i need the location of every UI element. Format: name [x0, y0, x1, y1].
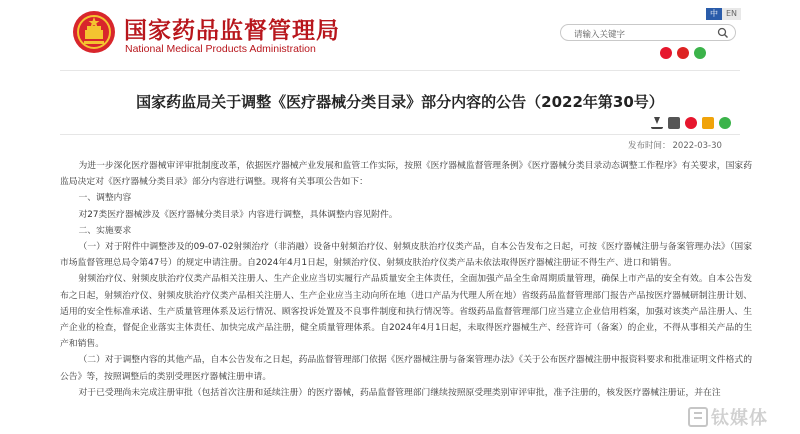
site-header	[0, 0, 800, 72]
article-tools	[651, 117, 731, 129]
site-subtitle: National Medical Products Administration	[125, 43, 316, 55]
section-heading: 二、实施要求	[78, 225, 132, 236]
paragraph-intro: 为进一步深化医疗器械审评审批制度改革，依据医疗器械产业发展和监管工作实际，按照《医疗器械监督管理条例》《医疗器械分类目录动态调整工作程序》有关要求，国家药监局决定对《医疗器械分类目录》部分内容进行调整。现将有关事项公告如下：	[60, 161, 752, 188]
search-input[interactable]	[560, 24, 736, 41]
paragraph: （一）对于附件中调整涉及的09-07-02射频治疗（非消融）设备中射频治疗仪、射频皮肤治疗仪类产品，自本公告发布之日起，可按《医疗器械注册与备案管理办法》（国家市场监督管理总局令第47号）的规定申请注册。自2024年4月1日起，射频治疗仪、射频皮肤治疗仪类产品未依法取得医疗器械注册证不得生产、进口和销售。	[60, 242, 752, 269]
site-title[interactable]: 国家药品监督管理局	[124, 18, 340, 44]
article-divider	[60, 134, 740, 135]
search-placeholder: 请输入关键字	[574, 30, 626, 40]
publish-time-value: 2022-03-30	[672, 141, 722, 151]
national-emblem-icon[interactable]	[72, 10, 116, 54]
paragraph: （二）对于调整内容的其他产品，自本公告发布之日起，药品监督管理部门依据《医疗器械注册与备案管理办法》《关于公布医疗器械注册申报资料要求和批准证明文件格式的公告》等，按照调整后的类别受理医疗器械注册申请。	[60, 355, 752, 382]
paragraph: 对27类医疗器械涉及《医疗器械分类目录》内容进行调整，具体调整内容见附件。	[78, 209, 398, 220]
wechat-icon[interactable]	[694, 47, 706, 59]
social-links	[660, 47, 706, 59]
wechat-share-icon[interactable]	[719, 117, 731, 129]
publish-time	[626, 139, 722, 151]
favorite-icon[interactable]	[702, 117, 714, 129]
download-icon[interactable]	[651, 117, 663, 129]
header-divider	[60, 70, 740, 71]
weibo-icon[interactable]	[660, 47, 672, 59]
search-icon[interactable]	[717, 27, 729, 39]
section-heading: 一、调整内容	[78, 193, 132, 204]
tmtpost-logo-icon	[688, 407, 708, 427]
article-body	[60, 158, 752, 401]
lang-en-button[interactable]: EN	[722, 8, 741, 20]
lang-zh-button[interactable]: 中	[706, 8, 722, 20]
publish-time-label: 发布时间：	[628, 141, 671, 151]
weibo-share-icon[interactable]	[685, 117, 697, 129]
watermark	[688, 404, 768, 430]
article-title: 国家药监局关于调整《医疗器械分类目录》部分内容的公告（2022年第30号）	[136, 93, 664, 111]
watermark-text: 钛媒体	[711, 408, 768, 429]
language-switch	[706, 8, 741, 20]
print-icon[interactable]	[668, 117, 680, 129]
paragraph: 对于已受理尚未完成注册审批（包括首次注册和延续注册）的医疗器械，药品监督管理部门继续按照原受理类别审评审批，准予注册的，核发医疗器械注册证，并在注	[78, 387, 721, 398]
people-icon[interactable]	[677, 47, 689, 59]
paragraph: 射频治疗仪、射频皮肤治疗仪类产品相关注册人、生产企业应当切实履行产品质量安全主体责任，全面加强产品全生命周期质量管理，确保上市产品的安全有效。自本公告发布之日起，射频治疗仪、射频皮肤治疗仪类产品相关注册人、生产企业应当主动向所在地（进口产品为代理人所在地）省级药品监督管理部门报告产品按医疗器械研制注册计划、适用的安全性标准承诺、生产质量管理体系及运行情况、顾客投诉处置及不良事件制度和执行情况等。省级药品监督管理部门应当建立企业信用档案，加强对该类产品注册人、生产企业的检查，督促企业落实主体责任、加快完成产品注册，健全质量管理体系。自2024年4月1日起，未取得医疗器械生产、经营许可（备案）的企业，不得从事相关产品的生产和销售。	[60, 274, 752, 350]
